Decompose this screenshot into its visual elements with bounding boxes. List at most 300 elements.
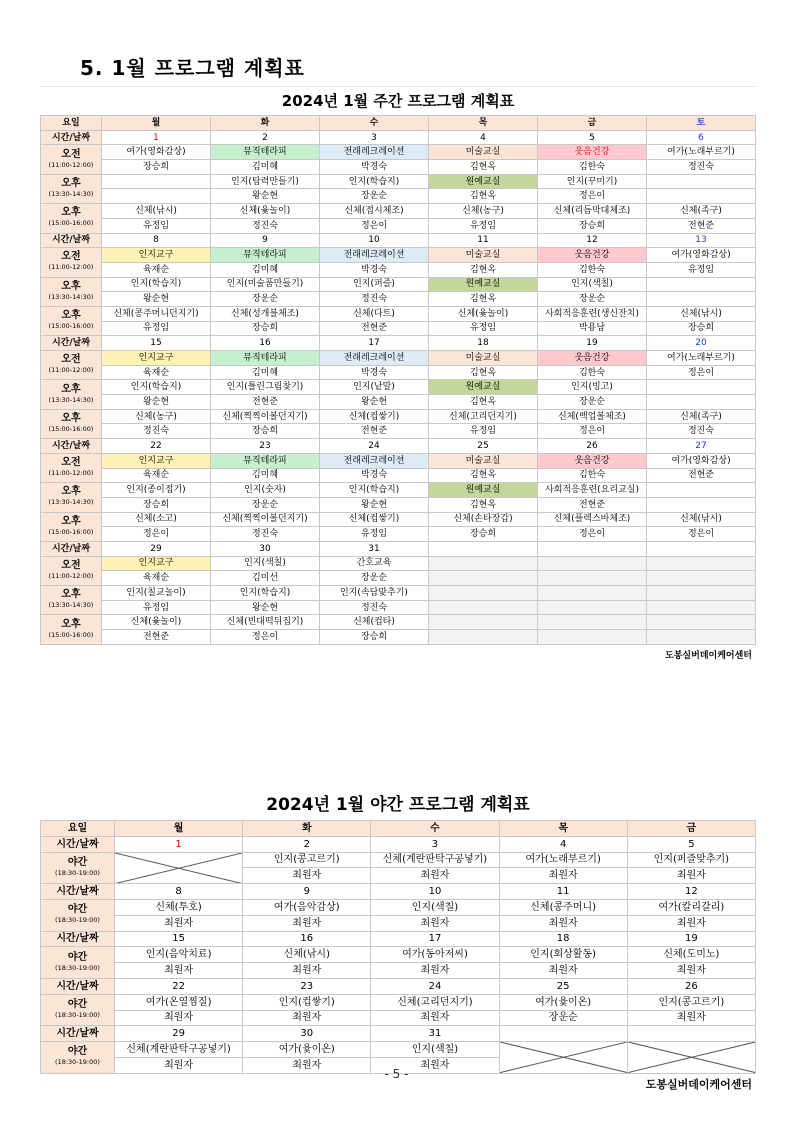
night-program-row — [41, 1042, 756, 1058]
date-cell: 5 — [627, 836, 755, 852]
date-cell: 16 — [243, 931, 371, 947]
night-date-row — [41, 884, 756, 900]
date-cell: 18 — [499, 931, 627, 947]
staff-cell: 정은이 — [320, 218, 429, 233]
weekday-header: 금 — [538, 116, 647, 131]
staff-cell: 최원자 — [243, 963, 371, 979]
program-cell: 인지(속담맞추기) — [320, 586, 429, 601]
date-cell: 18 — [429, 336, 538, 351]
date-cell: 26 — [627, 978, 755, 994]
staff-cell — [429, 630, 538, 645]
program-cell: 여가(노래부르기) — [647, 145, 756, 160]
staff-cell — [429, 571, 538, 586]
staff-cell: 장승희 — [429, 527, 538, 542]
slot-time: (11:00-12:00) — [48, 160, 94, 169]
day-sheet-title: 2024년 1월 주간 프로그램 계획표 — [281, 92, 515, 110]
program-cell: 인지(학습지) — [320, 483, 429, 498]
date-cell: 1 — [115, 836, 243, 852]
program-cell: 여가(윷이온) — [499, 994, 627, 1010]
staff-cell — [647, 189, 756, 204]
slot-label-cell — [41, 852, 115, 884]
staff-cell — [647, 630, 756, 645]
program-cell — [429, 615, 538, 630]
empty-day-cell — [115, 852, 243, 884]
slot-label: 야간 — [67, 856, 88, 868]
weekday-header: 수 — [320, 116, 429, 131]
staff-cell: 최원자 — [371, 915, 499, 931]
staff-cell: 정진숙 — [647, 424, 756, 439]
staff-cell: 유정임 — [102, 218, 211, 233]
staff-cell: 최원자 — [115, 915, 243, 931]
staff-cell: 박경숙 — [320, 160, 429, 175]
staff-cell: 장승희 — [211, 321, 320, 336]
staff-cell: 유정임 — [429, 321, 538, 336]
staff-cell — [647, 395, 756, 410]
staff-cell: 최원자 — [243, 915, 371, 931]
date-cell: 24 — [371, 978, 499, 994]
slot-label-cell — [41, 409, 102, 438]
staff-cell: 육재순 — [102, 262, 211, 277]
program-cell: 원예교실 — [429, 483, 538, 498]
program-cell: 신체(고리던지기) — [429, 409, 538, 424]
program-row — [41, 615, 756, 630]
program-cell: 미술교실 — [429, 248, 538, 263]
date-cell — [429, 541, 538, 556]
date-cell: 13 — [647, 233, 756, 248]
staff-cell: 왕순현 — [211, 189, 320, 204]
program-cell — [647, 615, 756, 630]
staff-cell: 장운순 — [320, 189, 429, 204]
staff-cell: 최원자 — [115, 963, 243, 979]
slot-label-cell — [41, 453, 102, 482]
program-cell: 인지(칠교놀이) — [102, 586, 211, 601]
staff-cell: 장승희 — [647, 321, 756, 336]
staff-row — [41, 527, 756, 542]
slot-label-cell — [41, 899, 115, 931]
staff-row — [41, 497, 756, 512]
program-cell: 인지(학습지) — [211, 586, 320, 601]
staff-cell — [538, 600, 647, 615]
program-row — [41, 586, 756, 601]
date-cell: 23 — [243, 978, 371, 994]
program-row — [41, 512, 756, 527]
program-cell: 전래레크레이션 — [320, 145, 429, 160]
weekday-header: 금 — [627, 821, 755, 837]
staff-cell: 전현준 — [647, 218, 756, 233]
program-cell: 인지(색칠) — [211, 556, 320, 571]
slot-time: (18:30-19:00) — [55, 868, 100, 877]
slot-time: (13:30-14:30) — [48, 189, 94, 198]
staff-row — [41, 468, 756, 483]
program-cell: 인지(퍼즐맞추기) — [627, 852, 755, 868]
staff-cell — [647, 571, 756, 586]
program-cell: 신체(리듬막대체조) — [538, 204, 647, 219]
program-cell: 신체(족구) — [647, 409, 756, 424]
program-cell: 신체(농구) — [102, 409, 211, 424]
program-cell — [647, 380, 756, 395]
slot-time: (13:30-14:30) — [48, 292, 94, 301]
staff-cell: 왕순현 — [102, 395, 211, 410]
program-cell: 웃음건강 — [538, 248, 647, 263]
program-cell: 여가(음악감상) — [243, 899, 371, 915]
date-cell: 6 — [647, 130, 756, 145]
program-cell: 여가(영화감상) — [647, 248, 756, 263]
staff-cell: 장승희 — [538, 218, 647, 233]
program-cell: 신체(계란판탁구공넣기) — [115, 1042, 243, 1058]
date-label: 시간/날짜 — [41, 439, 102, 454]
program-cell — [102, 174, 211, 189]
slot-label-cell — [41, 947, 115, 979]
date-cell: 17 — [371, 931, 499, 947]
date-cell: 11 — [499, 884, 627, 900]
program-cell: 전래레크레이션 — [320, 248, 429, 263]
staff-cell: 최원자 — [371, 1057, 499, 1073]
program-cell: 여가(노래부르기) — [647, 351, 756, 366]
program-cell: 인지(학습지) — [320, 174, 429, 189]
slot-label-cell — [41, 277, 102, 306]
slot-label: 오후 — [61, 515, 81, 527]
program-cell: 신체(낚시) — [647, 306, 756, 321]
day-footer-center-name: 도봉실버데이케어센터 — [665, 650, 752, 661]
date-cell — [647, 541, 756, 556]
day-program-table — [40, 115, 756, 645]
program-cell: 신체(낚시) — [647, 512, 756, 527]
program-row — [41, 306, 756, 321]
program-cell: 신체(고리던지기) — [371, 994, 499, 1010]
slot-label: 야간 — [67, 999, 88, 1011]
program-cell: 신체(도미노) — [627, 947, 755, 963]
date-cell: 24 — [320, 439, 429, 454]
program-cell: 원예교실 — [429, 380, 538, 395]
slot-label: 야간 — [67, 951, 88, 963]
staff-cell: 유정임 — [429, 218, 538, 233]
slot-label-cell — [41, 512, 102, 541]
staff-cell: 전현준 — [538, 497, 647, 512]
program-row — [41, 453, 756, 468]
night-program-row — [41, 947, 756, 963]
staff-cell: 김현옥 — [429, 189, 538, 204]
staff-cell: 장승희 — [211, 424, 320, 439]
slot-label: 오전 — [61, 251, 81, 263]
program-cell: 신체(컵쌓기) — [320, 409, 429, 424]
slot-time: (13:30-14:30) — [48, 498, 94, 507]
staff-cell: 전현준 — [320, 424, 429, 439]
program-cell: 신체(계란판탁구공넣기) — [371, 852, 499, 868]
date-cell — [627, 1026, 755, 1042]
program-cell — [647, 556, 756, 571]
date-row — [41, 130, 756, 145]
program-cell — [647, 483, 756, 498]
program-cell: 인지교구 — [102, 351, 211, 366]
program-row — [41, 204, 756, 219]
slot-time: (11:00-12:00) — [48, 469, 94, 477]
date-cell: 12 — [627, 884, 755, 900]
date-label: 시간/날짜 — [41, 233, 102, 248]
date-cell: 3 — [320, 130, 429, 145]
staff-cell: 김현옥 — [429, 497, 538, 512]
program-cell: 인지(탑력만들기) — [211, 174, 320, 189]
program-cell: 신체(손타장갑) — [429, 512, 538, 527]
program-cell: 신체(백업볼체조) — [538, 409, 647, 424]
staff-cell: 최원자 — [243, 868, 371, 884]
date-cell: 12 — [538, 233, 647, 248]
program-row — [41, 248, 756, 263]
slot-label: 오후 — [61, 177, 81, 189]
weekday-header: 목 — [499, 821, 627, 837]
staff-cell: 정은이 — [538, 527, 647, 542]
staff-cell: 김현옥 — [429, 468, 538, 483]
date-row — [41, 439, 756, 454]
program-cell: 인지(빙고) — [538, 380, 647, 395]
staff-cell: 장운순 — [211, 292, 320, 307]
program-cell: 인지(학습지) — [102, 380, 211, 395]
staff-cell: 장운순 — [211, 497, 320, 512]
staff-cell: 김미선 — [211, 571, 320, 586]
staff-cell: 최원자 — [627, 963, 755, 979]
staff-cell: 정진숙 — [320, 292, 429, 307]
staff-cell: 정진숙 — [211, 527, 320, 542]
staff-row — [41, 395, 756, 410]
program-cell: 신체(낚시) — [243, 947, 371, 963]
staff-cell — [647, 292, 756, 307]
date-cell: 31 — [371, 1026, 499, 1042]
staff-cell: 장운순 — [320, 571, 429, 586]
empty-cross-mark — [115, 853, 242, 884]
staff-cell: 유정임 — [102, 321, 211, 336]
slot-label-cell — [41, 586, 102, 615]
date-row — [41, 233, 756, 248]
program-cell: 신체(찍찍이볼던지기) — [211, 512, 320, 527]
day-program-sheet — [40, 86, 756, 770]
staff-cell: 왕순현 — [211, 600, 320, 615]
staff-cell: 왕순현 — [102, 292, 211, 307]
weekday-header: 화 — [243, 821, 371, 837]
program-cell: 간호교육 — [320, 556, 429, 571]
staff-cell — [538, 630, 647, 645]
night-footer-center-name: 도봉실버데이케어센터 — [645, 1077, 752, 1091]
staff-row — [41, 321, 756, 336]
weekday-header: 목 — [429, 116, 538, 131]
day-label-header: 요일 — [41, 116, 102, 131]
program-cell: 뮤직테라피 — [211, 145, 320, 160]
slot-label-cell — [41, 483, 102, 512]
date-cell: 19 — [627, 931, 755, 947]
staff-cell: 전현준 — [320, 321, 429, 336]
program-cell: 인지(색칠) — [371, 1042, 499, 1058]
date-cell: 16 — [211, 336, 320, 351]
slot-time: (13:30-14:30) — [48, 601, 94, 610]
staff-row — [41, 630, 756, 645]
date-cell: 10 — [371, 884, 499, 900]
program-cell — [429, 556, 538, 571]
staff-cell: 김미혜 — [211, 262, 320, 277]
staff-cell: 최원자 — [243, 1010, 371, 1026]
staff-row — [41, 424, 756, 439]
night-staff-row — [41, 963, 756, 979]
slot-label: 오후 — [61, 383, 81, 395]
program-row — [41, 145, 756, 160]
night-program-sheet — [40, 790, 756, 1091]
program-cell: 원예교실 — [429, 174, 538, 189]
program-cell: 전래레크레이션 — [320, 351, 429, 366]
program-cell: 인지교구 — [102, 556, 211, 571]
night-program-row — [41, 899, 756, 915]
date-cell: 2 — [243, 836, 371, 852]
staff-cell: 김현옥 — [429, 262, 538, 277]
program-cell: 신체(윷놀이) — [211, 204, 320, 219]
night-day-label-header: 요일 — [41, 821, 115, 837]
program-cell: 사회적응훈련(생신잔치) — [538, 306, 647, 321]
slot-time: (18:30-19:00) — [55, 1011, 100, 1020]
program-cell: 인지(숫자) — [211, 483, 320, 498]
staff-cell: 왕순현 — [320, 395, 429, 410]
date-cell: 25 — [499, 978, 627, 994]
slot-label: 오전 — [61, 148, 81, 160]
slot-label: 오후 — [61, 589, 81, 601]
staff-cell: 정은이 — [647, 365, 756, 380]
program-cell: 뮤직테라피 — [211, 248, 320, 263]
slot-time: (13:30-14:30) — [48, 395, 94, 404]
program-cell: 여가(동아저씨) — [371, 947, 499, 963]
staff-cell: 최원자 — [627, 1010, 755, 1026]
program-cell: 신체(접시체조) — [320, 204, 429, 219]
slot-label: 오전 — [61, 354, 81, 366]
program-cell — [647, 586, 756, 601]
staff-cell — [102, 189, 211, 204]
date-cell: 8 — [115, 884, 243, 900]
staff-cell: 박경숙 — [320, 365, 429, 380]
slot-label-cell — [41, 174, 102, 203]
date-cell: 26 — [538, 439, 647, 454]
slot-time: (11:00-12:00) — [48, 263, 94, 272]
staff-cell: 유정임 — [102, 600, 211, 615]
program-cell: 신체(소고) — [102, 512, 211, 527]
staff-cell: 최원자 — [499, 915, 627, 931]
date-cell: 2 — [211, 130, 320, 145]
program-cell: 뮤직테라피 — [211, 453, 320, 468]
date-cell: 22 — [102, 439, 211, 454]
staff-cell: 최원자 — [627, 868, 755, 884]
staff-cell: 최원자 — [243, 1057, 371, 1073]
program-cell: 미술교실 — [429, 351, 538, 366]
program-cell — [647, 277, 756, 292]
program-cell: 인지(퍼즐) — [320, 277, 429, 292]
date-cell: 17 — [320, 336, 429, 351]
date-cell: 27 — [647, 439, 756, 454]
staff-cell: 박경숙 — [320, 262, 429, 277]
program-cell: 여가(노래부르기) — [499, 852, 627, 868]
date-cell: 22 — [115, 978, 243, 994]
staff-cell: 장승희 — [102, 160, 211, 175]
slot-label-cell — [41, 994, 115, 1026]
staff-cell — [647, 600, 756, 615]
date-row — [41, 541, 756, 556]
staff-cell: 정은이 — [211, 630, 320, 645]
date-cell: 19 — [538, 336, 647, 351]
staff-cell: 김한숙 — [538, 468, 647, 483]
slot-time: (15:00-16:00) — [48, 219, 94, 228]
program-cell: 신체(윷놀이) — [102, 615, 211, 630]
night-sheet-title: 2024년 1월 야간 프로그램 계획표 — [266, 795, 530, 815]
slot-label: 야간 — [67, 904, 88, 916]
slot-label-cell — [41, 351, 102, 380]
program-cell: 웃음건강 — [538, 453, 647, 468]
weekday-header: 월 — [102, 116, 211, 131]
staff-cell: 유정임 — [429, 424, 538, 439]
staff-row — [41, 365, 756, 380]
date-cell: 8 — [102, 233, 211, 248]
staff-cell: 정진숙 — [211, 218, 320, 233]
program-row — [41, 556, 756, 571]
slot-time: (15:00-16:00) — [48, 322, 94, 331]
program-cell: 인지(컵쌓기) — [243, 994, 371, 1010]
program-cell: 인지(색칠) — [371, 899, 499, 915]
staff-row — [41, 292, 756, 307]
date-cell: 11 — [429, 233, 538, 248]
program-cell — [429, 586, 538, 601]
night-date-row — [41, 931, 756, 947]
program-cell: 신체(빈대떡뒤집기) — [211, 615, 320, 630]
program-cell: 인지(낱말) — [320, 380, 429, 395]
program-cell: 인지(틀린그림찾기) — [211, 380, 320, 395]
weekday-header: 수 — [371, 821, 499, 837]
weekday-header: 월 — [115, 821, 243, 837]
program-cell: 인지(회상활동) — [499, 947, 627, 963]
program-cell: 인지(종이접기) — [102, 483, 211, 498]
program-cell: 전래레크레이션 — [320, 453, 429, 468]
slot-label-cell — [41, 204, 102, 233]
date-cell: 15 — [102, 336, 211, 351]
slot-time: (15:00-16:00) — [48, 527, 94, 536]
slot-time: (18:30-19:00) — [55, 963, 100, 972]
program-cell: 인지(콩고르기) — [627, 994, 755, 1010]
staff-cell: 정진숙 — [320, 600, 429, 615]
slot-time: (18:30-19:00) — [55, 1058, 100, 1067]
weekday-header: 화 — [211, 116, 320, 131]
date-cell: 4 — [499, 836, 627, 852]
date-cell: 5 — [538, 130, 647, 145]
program-row — [41, 174, 756, 189]
night-staff-row — [41, 915, 756, 931]
program-cell: 신체(낚시) — [102, 204, 211, 219]
staff-cell: 장승희 — [320, 630, 429, 645]
staff-cell: 전현준 — [647, 468, 756, 483]
date-label: 시간/날짜 — [41, 1026, 115, 1042]
program-cell: 웃음건강 — [538, 351, 647, 366]
slot-time: (11:00-12:00) — [48, 366, 94, 375]
slot-label: 오전 — [61, 457, 81, 468]
program-cell: 인지교구 — [102, 453, 211, 468]
night-date-row — [41, 836, 756, 852]
program-cell: 인지(학습지) — [102, 277, 211, 292]
slot-time: (18:30-19:00) — [55, 916, 100, 925]
staff-cell: 김현옥 — [429, 395, 538, 410]
staff-cell: 김미혜 — [211, 468, 320, 483]
staff-cell: 장운순 — [499, 1010, 627, 1026]
program-cell: 신체(다트) — [320, 306, 429, 321]
date-cell: 15 — [115, 931, 243, 947]
staff-cell: 김한숙 — [538, 160, 647, 175]
staff-cell: 최원자 — [371, 868, 499, 884]
staff-cell: 최원자 — [499, 963, 627, 979]
date-label: 시간/날짜 — [41, 541, 102, 556]
staff-cell: 정진숙 — [102, 424, 211, 439]
staff-cell: 최원자 — [627, 915, 755, 931]
program-cell: 인지(콩고르기) — [243, 852, 371, 868]
program-cell — [538, 556, 647, 571]
program-cell: 신체(콩주머니던지기) — [102, 306, 211, 321]
staff-row — [41, 160, 756, 175]
